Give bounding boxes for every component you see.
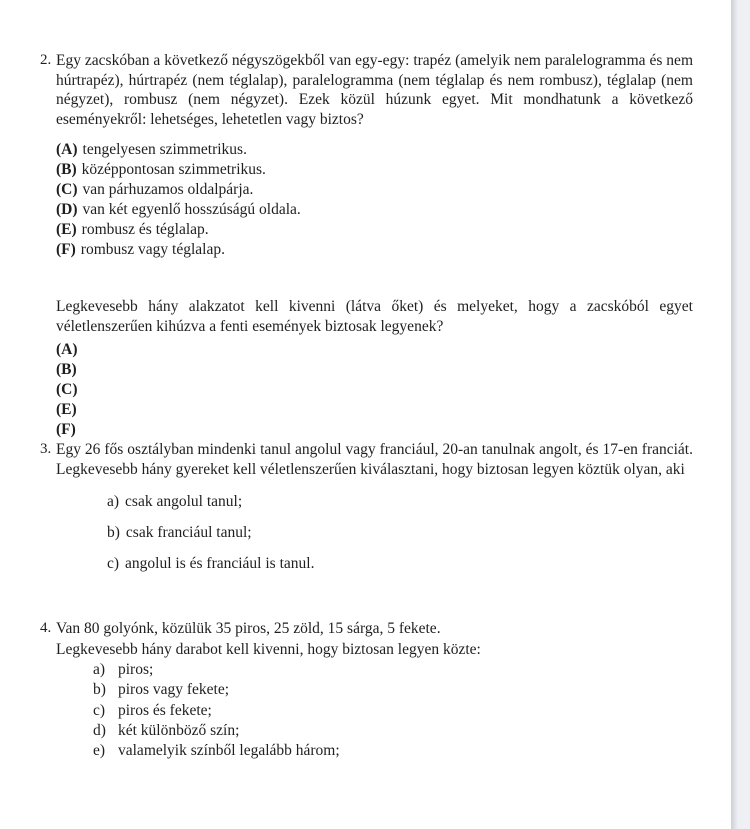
option-label-b: (B) [56,161,77,178]
option-label-c: (C) [56,181,78,198]
option-text-b: középpontosan szimmetrikus. [81,161,266,178]
problem-2-answer-slots [56,340,693,440]
option-row-c [56,180,693,200]
problem-3-number: 3. [40,441,52,457]
subitem-3b-label: b) [107,524,120,541]
problem-2 [40,51,693,440]
problem-4-intro-line1: Van 80 golyónk, közülük 35 piros, 25 zöld, 15 sárga, 5 fekete. [56,620,441,637]
problem-4-intro-line2: Legkevesebb hány darabot kell kivenni, hogy biztosan legyen közte: [56,640,481,658]
subitem-4c-text: piros és fekete; [118,701,212,719]
subitem-4c [93,701,693,721]
subitem-4c-label: c) [93,701,106,719]
option-text-a: tengelyesen szimmetrikus. [82,141,247,158]
subitem-4b-text: piros vagy fekete; [118,681,230,699]
option-text-f: rombusz vagy téglalap. [80,241,225,258]
subitem-3a-text: csak angolul tanul; [125,493,243,510]
subitem-3c [107,554,693,574]
problem-4-subitems [56,660,693,761]
subitem-4a [93,660,693,680]
page-right-edge-shadow [731,0,738,829]
subitem-3a-label: a) [107,493,120,510]
option-label-e: (E) [56,221,77,238]
option-row-a [56,140,693,160]
subitem-4d-text: két különböző szín; [118,721,240,739]
answer-slot-f: (F) [56,421,76,438]
option-text-e: rombusz és téglalap. [81,221,209,238]
subitem-4b-label: b) [93,681,106,699]
subitem-4d [93,721,693,741]
subitem-3b [107,523,693,543]
problem-4 [40,619,693,761]
option-label-a: (A) [56,141,78,158]
answer-slot-a: (A) [56,341,78,358]
option-text-d: van két egyenlő hosszúságú oldala. [82,201,301,218]
subitem-4e-label: e) [93,742,106,760]
subitem-4a-label: a) [93,661,106,678]
problem-3-body [56,440,693,574]
problem-3-subitems [56,492,693,574]
subitem-3b-text: csak franciául tanul; [125,524,252,541]
subitem-3a [107,492,693,512]
problem-3-intro: Egy 26 fős osztályban mindenki tanul angolul vagy franciául, 20-an tanulnak angolt, és 17-en franciát. Legkevesebb hány gyereket kell véletlenszerűen kiválasztani, hogy biztosan legyen köztük olyan, aki [56,441,693,478]
option-text-c: van párhuzamos oldalpárja. [82,181,254,198]
problem-2-options [56,140,693,260]
option-label-d: (D) [56,201,78,218]
subitem-4a-text: piros; [118,661,154,678]
answer-slot-c: (C) [56,381,78,398]
problem-2-intro: Egy zacskóban a következő négyszögekből van egy-egy: trapéz (amelyik nem paralelogramma és nem húrtrapéz), húrtrapéz (nem téglalap), paralelogramma (nem téglalap és nem rombusz), téglalap (nem négyzet), rombusz (nem négyzet). Ezek közül húzunk egyet. Mit mondhatunk a következő eseményekről: lehetséges, lehetetlen vagy biztos? [56,52,693,128]
subitem-3c-label: c) [107,555,120,572]
option-label-f: (F) [56,241,76,258]
option-row-d [56,200,693,220]
problem-4-body [56,619,693,761]
problem-2-body [56,51,693,440]
answer-slot-e: (E) [56,401,77,418]
option-row-b [56,160,693,180]
problem-2-followup: Legkevesebb hány alakzatot kell kivenni (látva őket) és melyeket, hogy a zacskóból egyet véletlenszerűen kihúzva a fenti események biztosak legyenek? [56,298,693,335]
subitem-3c-text: angolul is és franciául is tanul. [125,555,315,572]
subitem-4d-label: d) [93,721,106,739]
subitem-4e [93,741,693,761]
problem-2-number: 2. [40,52,52,68]
answer-slot-b: (B) [56,361,77,378]
subitem-4b [93,680,693,700]
page-content [40,51,693,761]
subitem-4e-text: valamelyik színből legalább három; [118,742,340,760]
option-row-f [56,240,693,260]
option-row-e [56,220,693,240]
problem-4-number: 4. [40,620,52,636]
problem-3 [40,440,693,574]
